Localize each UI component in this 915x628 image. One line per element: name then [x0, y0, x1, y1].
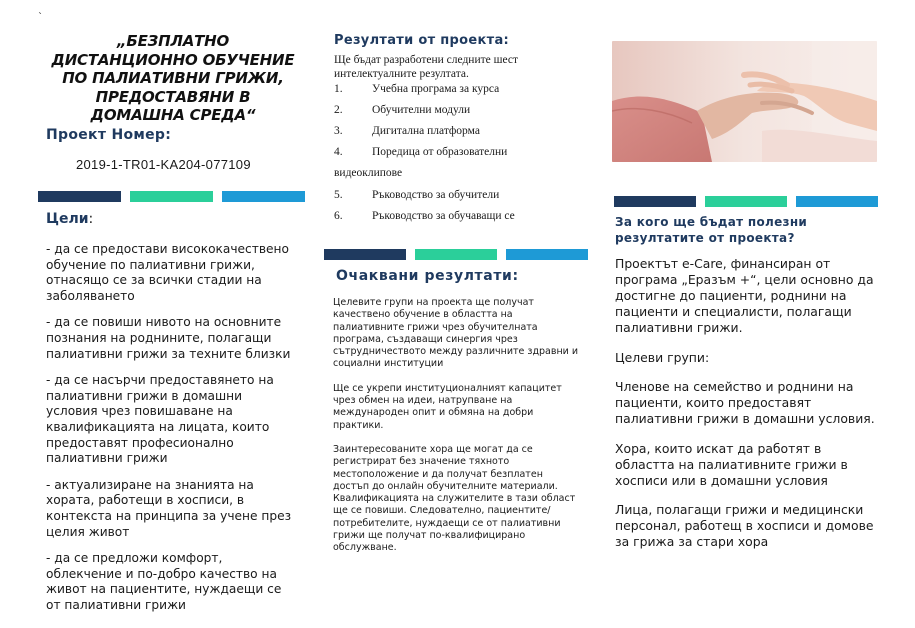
result-number: 4. [334, 146, 343, 158]
result-item [334, 210, 584, 231]
goals-heading-text: Цели [46, 211, 89, 227]
divider-bar-green [705, 196, 787, 207]
result-item [334, 146, 584, 167]
goal-item: - да се повиши нивото на основните познания на роднините, полагащи палиативни грижи за техните близки [46, 315, 291, 361]
goal-item: - актуализиране на знанията на хората, работещи в хосписи, в контекста на принципа за учене през целия живот [46, 477, 292, 539]
beneficiaries-paragraph: Целеви групи: [615, 349, 710, 365]
expected-results-heading: Очаквани резултати: [336, 268, 519, 284]
result-item [334, 104, 584, 125]
goals-heading [46, 211, 93, 227]
results-heading: Резултати от проекта: [334, 33, 510, 48]
divider-bar-navy [614, 196, 696, 207]
holding-hands-photo [612, 41, 877, 162]
divider-bar-blue [796, 196, 878, 207]
project-number: 2019-1-TR01-KA204-077109 [76, 157, 251, 172]
result-text: Ръководство за обучаващи се [372, 210, 515, 222]
divider-bars-right [614, 196, 878, 207]
result-item-continued [334, 167, 584, 189]
divider-bar-green [130, 191, 213, 202]
result-text: Учебна програма за курса [372, 83, 500, 95]
result-number: 3. [334, 125, 343, 137]
beneficiaries-heading: За кого ще бъдат полезни резултатите от проекта? [615, 215, 808, 245]
result-item [334, 83, 584, 104]
goals-list [46, 242, 296, 624]
result-text: видеоклипове [334, 167, 403, 179]
result-text: Ръководство за обучители [372, 189, 500, 201]
result-item [334, 189, 584, 210]
expected-paragraph: Ще се укрепи институционалният капацитет чрез обмен на идеи, натрупване на международен опит и обмяна на добри практики. [333, 382, 562, 431]
result-text: Обучителни модули [372, 104, 471, 116]
divider-bar-navy [324, 249, 406, 260]
expected-results-body [333, 297, 581, 567]
divider-bar-green [415, 249, 497, 260]
results-intro: Ще бъдат разработени следните шест интелектуалните резултата. [334, 54, 518, 80]
beneficiaries-body [615, 256, 880, 564]
goal-item: - да се предложи комфорт, облекчение и по-добро качество на живот на пациентите, нуждаещи се от палиативни грижи [46, 551, 282, 612]
beneficiaries-paragraph: Членове на семейство и роднини на пациенти, които предоставят палиативни грижи в домашни условия. [615, 379, 875, 426]
result-text: Поредица от образователни [372, 146, 508, 158]
beneficiaries-paragraph: Лица, полагащи грижи и медицински персонал, работещ в хосписи и домове за грижа за стари хора [615, 502, 874, 549]
goals-heading-colon: : [88, 211, 94, 227]
stray-mark: ` [38, 12, 43, 23]
results-list [334, 83, 584, 231]
expected-paragraph: Заинтересованите хора ще могат да се регистрират без значение тяхното местоположение и да получат безплатен достъп до онлайн обучителните материали. Квалификацията на служителите в тази област ще се повиши. Следователно, пациентите/потребителите, нуждаещи се от палиативни грижи ще получат по-квалифицирано обслужване. [333, 443, 576, 554]
divider-bar-blue [222, 191, 305, 202]
divider-bars-left [38, 191, 305, 202]
project-number-label: Проект Номер: [46, 127, 172, 143]
holding-hands-illustration [612, 41, 877, 162]
brochure-title: „БЕЗПЛАТНО ДИСТАНЦИОННО ОБУЧЕНИЕ ПО ПАЛИАТИВНИ ГРИЖИ, ПРЕДОСТАВЯНИ В ДОМАШНА СРЕДА“ [51, 32, 295, 124]
result-item [334, 125, 584, 146]
divider-bars-middle [324, 249, 588, 260]
expected-paragraph: Целевите групи на проекта ще получат качествено обучение в областта на палиативните грижи чрез обучителната програма, създаващи синергия чрез сътрудничеството между различните здравни и социални институции [333, 297, 579, 370]
beneficiaries-paragraph: Хора, които искат да работят в областта на палиативните грижи в хосписи или в домашни условия [615, 440, 848, 488]
result-number: 5. [334, 189, 343, 201]
beneficiaries-paragraph: Проектът e-Care, финансиран от програма „Еразъм +“, цели основно да достигне до пациенти, роднини на пациенти и специалисти, полагащи палиативни грижи. [615, 256, 874, 335]
result-text: Дигитална платформа [372, 125, 480, 137]
result-number: 2. [334, 104, 343, 116]
result-number: 6. [334, 210, 343, 222]
divider-bar-navy [38, 191, 121, 202]
goal-item: - да се насърчи предоставянето на палиативни грижи в домашни условия чрез повишаване на квалификацията на лицата, които предоставят професионално палиативни грижи [46, 373, 274, 466]
divider-bar-blue [506, 249, 588, 260]
result-number: 1. [334, 83, 343, 95]
goal-item: - да се предостави висококачествено обучение по палиативни грижи, отнасящо се за всички стадии на заболяването [46, 242, 289, 303]
